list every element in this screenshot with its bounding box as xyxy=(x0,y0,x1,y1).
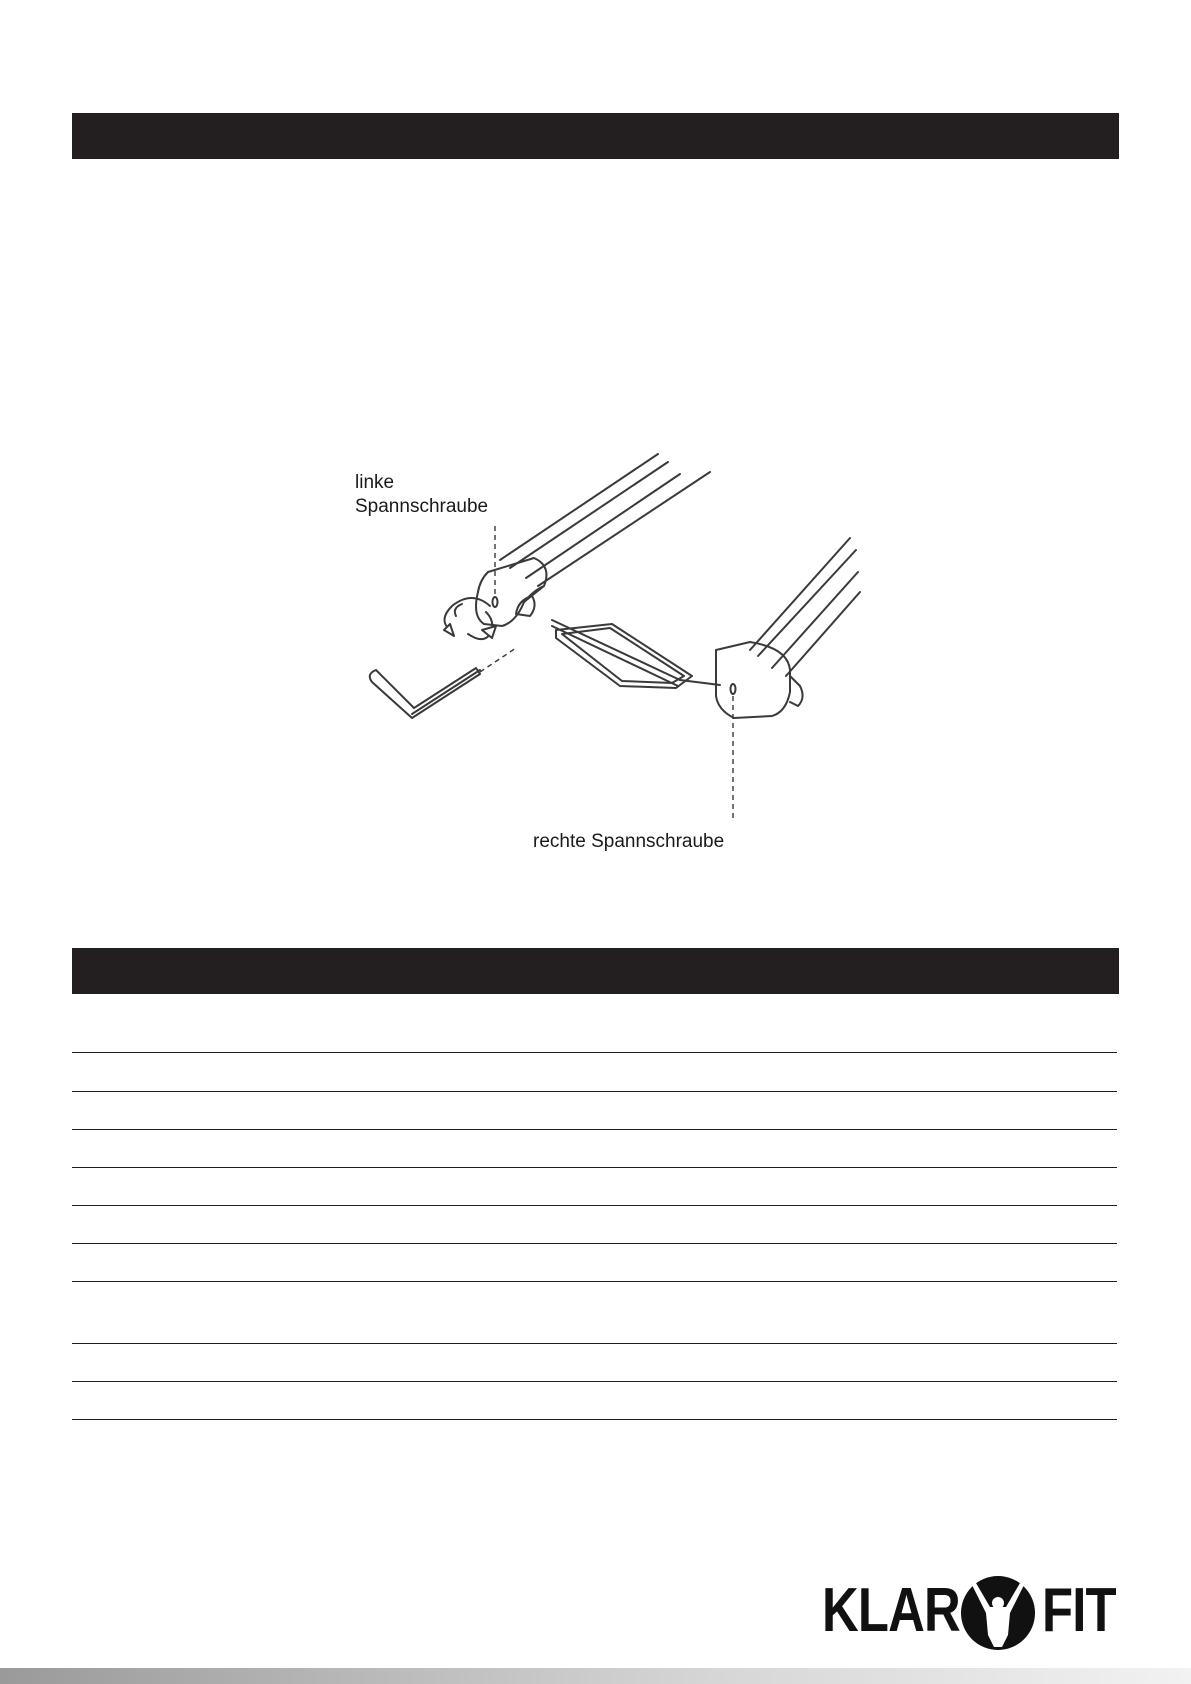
table-row-divider xyxy=(72,1419,1117,1420)
right-tension-screw-label: rechte Spannschraube xyxy=(533,831,725,852)
klarfit-logo xyxy=(822,1570,1120,1650)
raised-arms-figure-icon xyxy=(960,1575,1036,1651)
table-row-divider xyxy=(72,1167,1117,1168)
table-row-divider xyxy=(72,1052,1117,1053)
left-tension-screw-label-line1: linke xyxy=(355,472,395,493)
section-header-bar-2 xyxy=(72,948,1119,994)
table-row-divider xyxy=(72,1129,1117,1130)
table-row-divider xyxy=(72,1205,1117,1206)
table-row-divider xyxy=(72,1343,1117,1344)
left-tension-screw-label-line2: Spannschraube xyxy=(355,496,489,517)
logo-word-left: KLAR xyxy=(822,1576,960,1645)
table-row-divider xyxy=(72,1381,1117,1382)
table-row-divider xyxy=(72,1243,1117,1244)
footer-gradient-strip xyxy=(0,1668,1191,1684)
table-row-divider xyxy=(72,1091,1117,1092)
logo-word-right: FIT xyxy=(1042,1576,1116,1645)
table-row-divider xyxy=(72,1281,1117,1282)
section-header-bar-1 xyxy=(72,113,1119,159)
